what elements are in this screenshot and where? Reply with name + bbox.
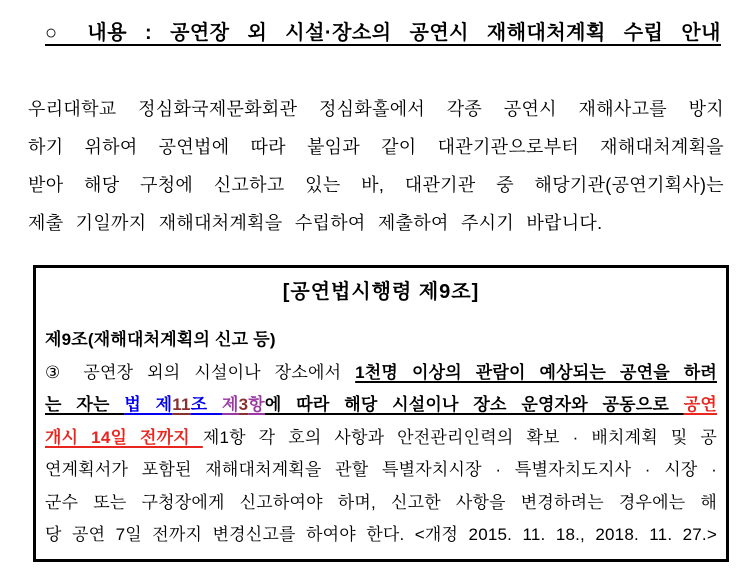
clause-line-6: 당 공연 7일 전까지 변경신고를 하여야 한다. <개정 2015. 11. 18., 2018. 11. 27.> [45, 525, 717, 544]
clause-line-3 [45, 422, 717, 455]
clause-line-1 [45, 357, 717, 390]
law-excerpt-box [33, 265, 729, 562]
clause-line-4: 연계획서가 포함된 재해대처계획을 관할 특별자치시장 · 특별자치도지사 · 시장 · [45, 460, 717, 479]
clause-emphasis-text: 는 자는 [45, 395, 125, 414]
page-title: ○ 내용 : 공연장 외 시설·장소의 공연시 재해대처계획 수립 안내 [45, 22, 721, 44]
clause-plain-text: 제1항 각 호의 사항과 안전관리인력의 확보 · 배치계획 및 공 [202, 427, 717, 447]
intro-line: 하기 위하여 공연법에 따라 붙임과 같이 대관기관으로부터 재해대처계획을 [28, 137, 724, 157]
intro-line: 우리대학교 정심화국제문화회관 정심화홀에서 각종 공연시 재해사고를 방지 [28, 99, 724, 119]
law-reference-purple: 제 [222, 395, 239, 414]
intro-line: 제출 기일까지 재해대처계획을 수립하여 제출하여 주시기 바랍니다. [28, 213, 603, 233]
clause-plain-text: ③ 공연장 외의 시설이나 장소에서 [45, 362, 356, 382]
law-box-header: [공연법시행령 제9조] [282, 281, 480, 303]
law-reference-number: 3 [238, 395, 249, 414]
intro-line: 받아 해당 구청에 신고하고 있는 바, 대관기관 중 해당기관(공연기획사)는 [28, 175, 724, 195]
article-title: 제9조(재해대처계획의 신고 등) [45, 330, 276, 349]
deadline-emphasis-red: 공연 [683, 395, 718, 414]
clause-emphasis-text: 1천명 이상의 관람이 예상되는 공연을 하려 [355, 362, 717, 382]
law-reference-purple: 항 [248, 395, 265, 414]
deadline-emphasis-red: 개시 14일 전까지 [45, 427, 203, 447]
clause-emphasis-text: 에 따라 해당 시설이나 장소 운영자와 공동으로 [264, 395, 684, 414]
intro-paragraph [28, 90, 724, 242]
law-reference-number: 11 [172, 395, 191, 414]
clause-line-5: 군수 또는 구청장에게 신고하여야 하며, 신고한 사항을 변경하려는 경우에는 해 [45, 492, 717, 512]
law-reference-blue: 조 [190, 395, 222, 414]
clause-line-2 [45, 389, 717, 422]
law-reference-blue: 법 제 [124, 395, 173, 414]
